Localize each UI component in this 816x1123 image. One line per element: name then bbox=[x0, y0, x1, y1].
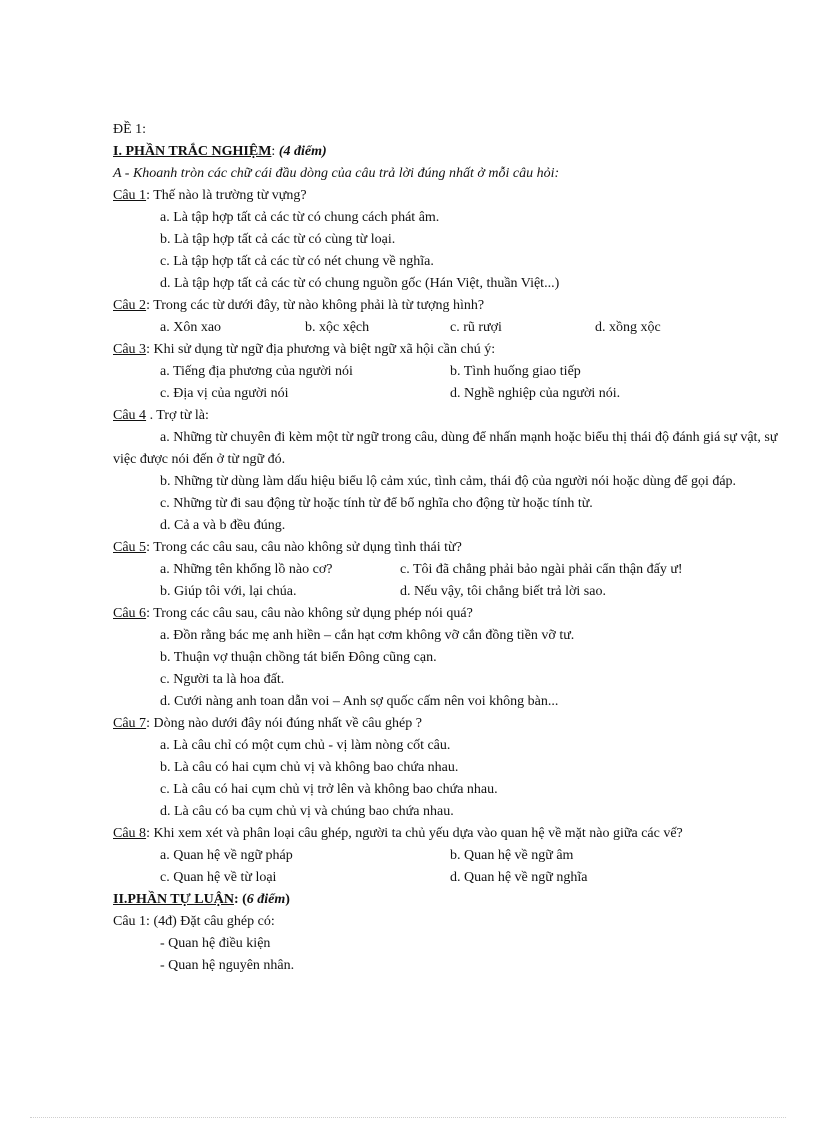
question-6 bbox=[113, 603, 785, 625]
q7-option-a: a. Là câu chỉ có một cụm chủ - vị làm nòng cốt câu. bbox=[160, 738, 451, 753]
q4-option-c: c. Những từ đi sau động từ hoặc tính từ để bổ nghĩa cho động từ hoặc tính từ. bbox=[160, 496, 593, 511]
question-3 bbox=[113, 339, 785, 361]
q1-option-c: c. Là tập hợp tất cả các từ có nét chung về nghĩa. bbox=[160, 254, 434, 269]
exam-code: ĐỀ 1: bbox=[113, 122, 147, 137]
q8-option-d: d. Quan hệ về ngữ nghĩa bbox=[450, 870, 588, 885]
q6-option-a: a. Đồn rằng bác mẹ anh hiền – cắn hạt cơm không vỡ cắn đồng tiền vỡ tư. bbox=[160, 628, 575, 643]
question-1 bbox=[113, 185, 785, 207]
q8-option-c: c. Quan hệ về từ loại bbox=[160, 870, 277, 885]
question-label: Câu 5 bbox=[113, 540, 147, 555]
part2-points: 6 điểm bbox=[246, 892, 286, 907]
question-text: : Khi sử dụng từ ngữ địa phương và biệt ngữ xã hội cần chú ý: bbox=[146, 342, 496, 357]
document-page bbox=[113, 119, 785, 977]
question-label: Câu 1 bbox=[113, 188, 147, 203]
part1-heading: I. PHẦN TRẮC NGHIỆM: (4 điểm) bbox=[113, 144, 327, 159]
part2-title: II.PHẦN TỰ LUẬN bbox=[113, 892, 234, 907]
q3-option-b: b. Tình huống giao tiếp bbox=[450, 364, 581, 379]
q5-option-c: c. Tôi đã chẳng phải bảo ngài phải cẩn thận đấy ư! bbox=[400, 562, 683, 577]
question-label: Câu 2 bbox=[113, 298, 147, 313]
question-label: Câu 3 bbox=[113, 342, 147, 357]
question-text: : Trong các câu sau, câu nào không sử dụng tình thái từ? bbox=[146, 540, 462, 555]
q5-option-b: b. Giúp tôi với, lại chúa. bbox=[160, 584, 297, 599]
q2-option-d: d. xồng xộc bbox=[595, 320, 661, 335]
question-text: : Thế nào là trường từ vựng? bbox=[146, 188, 307, 203]
q2-option-b: b. xộc xệch bbox=[305, 320, 370, 335]
q7-option-d: d. Là câu có ba cụm chủ vị và chúng bao chứa nhau. bbox=[160, 804, 454, 819]
question-label: Câu 7 bbox=[113, 716, 147, 731]
part1-points: (4 điểm) bbox=[278, 144, 327, 159]
q8-option-a: a. Quan hệ về ngữ pháp bbox=[160, 848, 293, 863]
question-8 bbox=[113, 823, 785, 845]
question-text: : Trong các từ dưới đây, từ nào không phải là từ tượng hình? bbox=[146, 298, 485, 313]
q4-option-b: b. Những từ dùng làm dấu hiệu biểu lộ cảm xúc, tình cảm, thái độ của người nói hoặc dùng để gọi đáp. bbox=[160, 474, 737, 489]
q4-option-d: d. Cả a và b đều đúng. bbox=[160, 518, 286, 533]
question-2 bbox=[113, 295, 785, 317]
instruction: A - Khoanh tròn các chữ cái đầu dòng của câu trả lời đúng nhất ở mỗi câu hỏi: bbox=[113, 166, 560, 181]
q8-options-row1 bbox=[113, 845, 785, 867]
part2-heading: II.PHẦN TỰ LUẬN: (6 điểm) bbox=[113, 892, 290, 907]
question-text: : Khi xem xét và phân loại câu ghép, người ta chủ yếu dựa vào quan hệ về mặt nào giữa các vế? bbox=[146, 826, 683, 841]
q2-options bbox=[113, 317, 785, 339]
q2-option-a: a. Xôn xao bbox=[160, 320, 222, 335]
q4-option-a: a. Những từ chuyên đi kèm một từ ngữ trong câu, dùng để nhấn mạnh hoặc biểu thị thái độ đánh giá sự vật, sự việc được nói đến ở từ ngữ đó. bbox=[113, 430, 778, 467]
essay-question-1: Câu 1: (4đ) Đặt câu ghép có: bbox=[113, 914, 275, 929]
q3-option-d: d. Nghề nghiệp của người nói. bbox=[450, 386, 621, 401]
q3-option-a: a. Tiếng địa phương của người nói bbox=[160, 364, 353, 379]
q3-options-row1 bbox=[113, 361, 785, 383]
q5-option-a: a. Những tên khổng lồ nào cơ? bbox=[160, 562, 333, 577]
q5-options-row2 bbox=[113, 581, 785, 603]
question-text: . Trợ từ là: bbox=[146, 408, 209, 423]
q2-option-c: c. rũ rượi bbox=[450, 320, 502, 335]
q6-option-b: b. Thuận vợ thuận chồng tát biển Đông cũng cạn. bbox=[160, 650, 437, 665]
q3-options-row2 bbox=[113, 383, 785, 405]
q1-option-d: d. Là tập hợp tất cả các từ có chung nguồn gốc (Hán Việt, thuần Việt...) bbox=[160, 276, 560, 291]
q5-options-row1 bbox=[113, 559, 785, 581]
question-5 bbox=[113, 537, 785, 559]
question-label: Câu 8 bbox=[113, 826, 147, 841]
essay-item-1: - Quan hệ điều kiện bbox=[160, 936, 271, 951]
q6-option-d: d. Cưới nàng anh toan dẫn voi – Anh sợ quốc cấm nên voi không bàn... bbox=[160, 694, 559, 709]
part1-title: I. PHẦN TRẮC NGHIỆM bbox=[113, 144, 272, 159]
question-7 bbox=[113, 713, 785, 735]
question-text: : Dòng nào dưới đây nói đúng nhất về câu ghép ? bbox=[146, 716, 422, 731]
q5-option-d: d. Nếu vậy, tôi chẳng biết trả lời sao. bbox=[400, 584, 606, 599]
question-label: Câu 4 bbox=[113, 408, 147, 423]
q6-option-c: c. Người ta là hoa đất. bbox=[160, 672, 285, 687]
q8-options-row2 bbox=[113, 867, 785, 889]
question-4 bbox=[113, 405, 785, 427]
q1-option-b: b. Là tập hợp tất cả các từ có cùng từ loại. bbox=[160, 232, 396, 247]
q3-option-c: c. Địa vị của người nói bbox=[160, 386, 289, 401]
page-bottom-border bbox=[30, 1117, 786, 1118]
q1-option-a: a. Là tập hợp tất cả các từ có chung cách phát âm. bbox=[160, 210, 440, 225]
q7-option-c: c. Là câu có hai cụm chủ vị trở lên và không bao chứa nhau. bbox=[160, 782, 498, 797]
q8-option-b: b. Quan hệ về ngữ âm bbox=[450, 848, 574, 863]
essay-item-2: - Quan hệ nguyên nhân. bbox=[160, 958, 295, 973]
question-label: Câu 6 bbox=[113, 606, 147, 621]
q7-option-b: b. Là câu có hai cụm chủ vị và không bao chứa nhau. bbox=[160, 760, 459, 775]
question-text: : Trong các câu sau, câu nào không sử dụng phép nói quá? bbox=[146, 606, 473, 621]
